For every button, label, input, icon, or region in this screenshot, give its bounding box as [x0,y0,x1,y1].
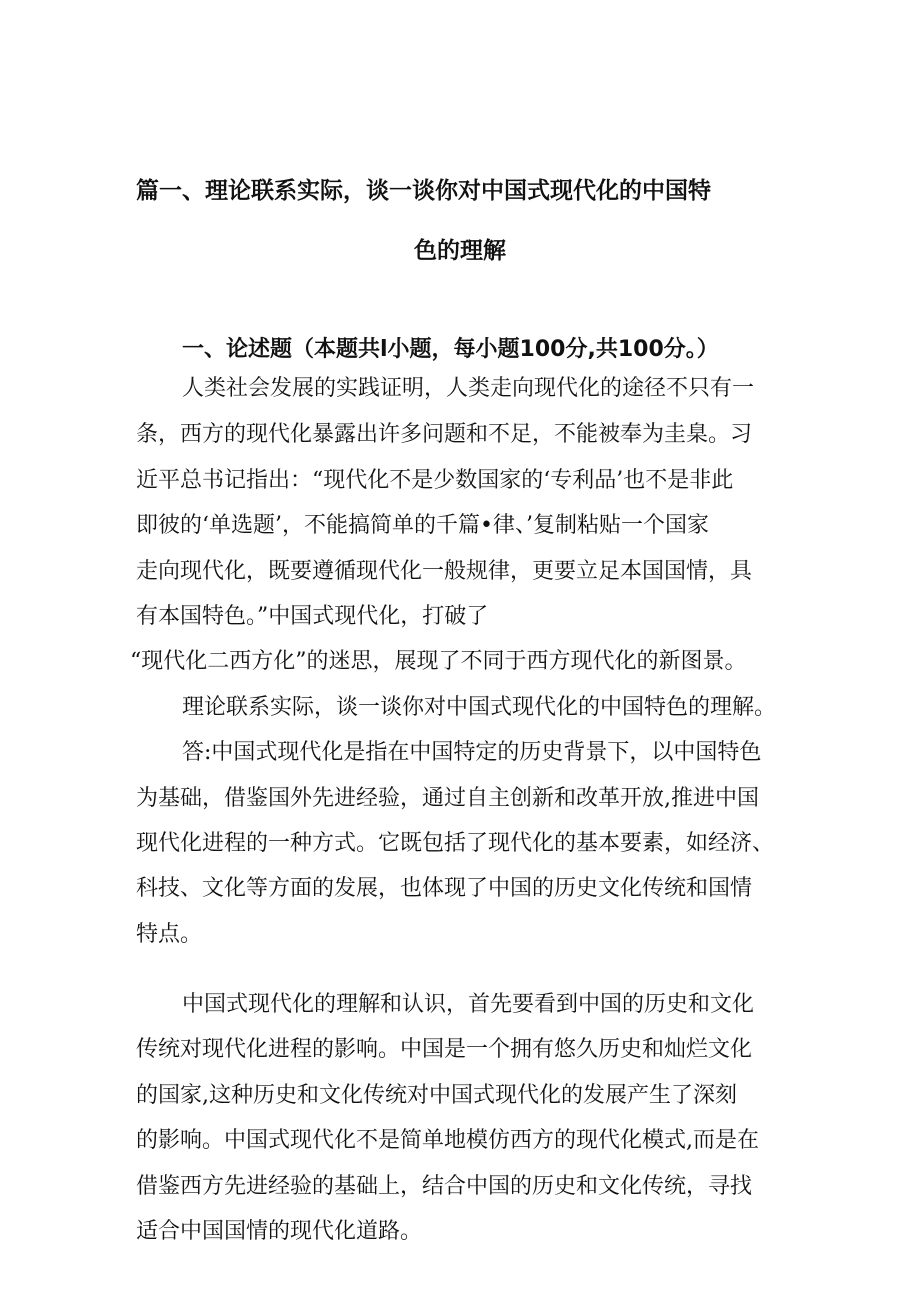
question-line: 人类社会发展的实践证明，人类走向现代化的途径不只有一 [182,376,755,401]
question-line: 条，西方的现代化暴露出许多问题和不足，不能被奉为圭臬。习 [136,422,753,447]
paragraph-line: 适合中国国情的现代化道路。 [136,1219,423,1244]
question-line: 走向现代化，既要遵循现代化一般规律，更要立足本国国情，具 [136,559,753,584]
question-line: 即彼的‘单选题’，不能搞简单的千篇•律、’复制粘贴一个国家 [136,513,709,538]
paragraph-line: 借鉴西方先进经验的基础上，结合中国的历史和文化传统，寻找 [136,1174,753,1199]
paragraph-line: 中国式现代化的理解和认识，首先要看到中国的历史和文化 [182,992,755,1017]
paragraph-line: 传统对现代化进程的影响。中国是一个拥有悠久历史和灿烂文化 [136,1037,753,1062]
document-title-line-1: 篇一、理论联系实际，谈一谈你对中国式现代化的中国特 [136,178,711,204]
question-line: 有本国特色。”中国式现代化，打破了 [136,604,489,629]
question-line: “现代化二西方化”的迷思，展现了不同于西方现代化的新图景。 [130,649,747,674]
paragraph-line: 的影响。中国式现代化不是简单地模仿西方的现代化模式,而是在 [136,1128,759,1153]
paragraph-line: 的国家,这种历史和文化传统对中国式现代化的发展产生了深刻 [136,1083,737,1108]
section-heading: 一、论述题（本题共l小题，每小题100分,共100分。） [182,337,719,362]
question-prompt-line: 理论联系实际，谈一谈你对中国式现代化的中国特色的理解。 [182,695,777,720]
answer-line: 现代化进程的一种方式。它既包括了现代化的基本要素，如经济、 [136,831,775,856]
answer-line: 为基础，借鉴国外先进经验，通过自主创新和改革开放,推进中国 [136,786,759,811]
answer-line: 答:中国式现代化是指在中国特定的历史背景下，以中国特色 [182,740,762,765]
document-title-line-2: 色的理解 [414,238,506,264]
answer-line: 科技、文化等方面的发展，也体现了中国的历史文化传统和国情 [136,876,753,901]
answer-line: 特点。 [136,922,203,947]
question-line: 近平总书记指出：“现代化不是少数国家的‘专利品’也不是非此 [136,468,734,493]
